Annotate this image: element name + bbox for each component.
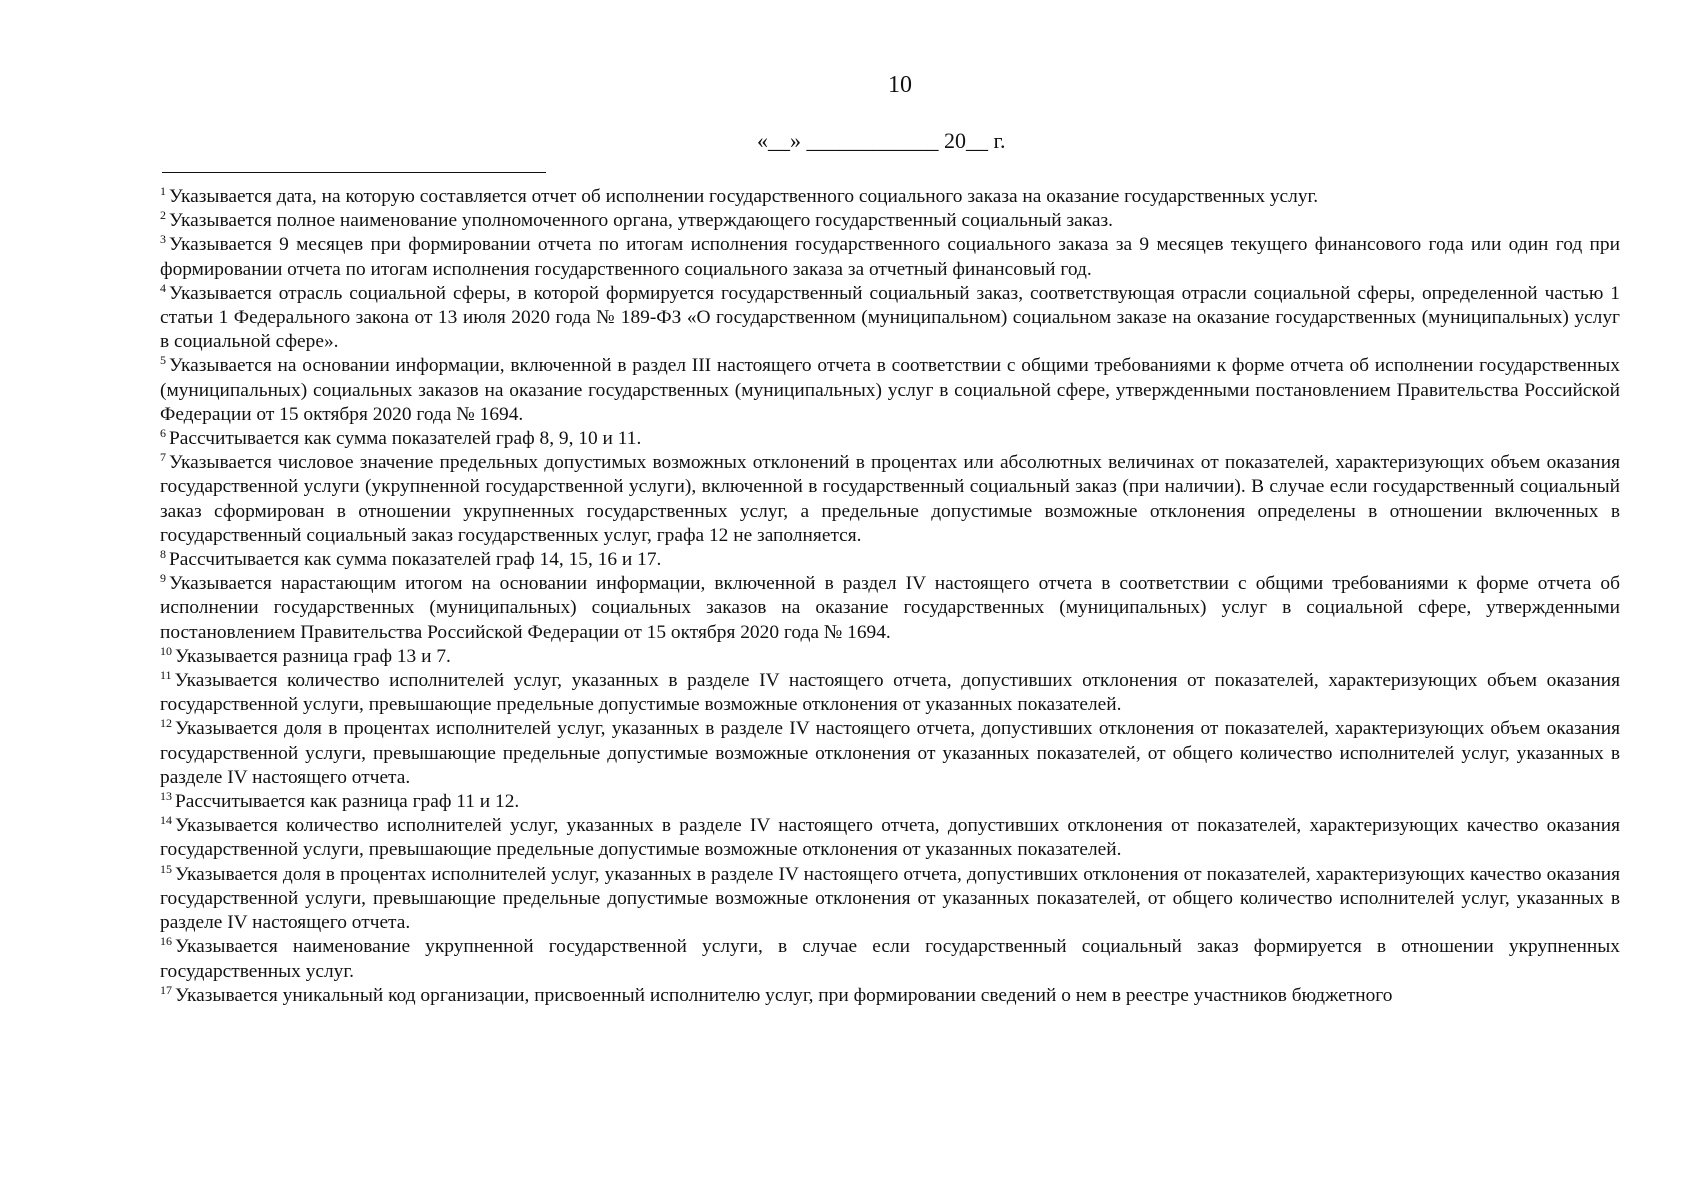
footnote-11 — [160, 669, 1620, 717]
footnote-text: Указывается дата, на которую составляется отчет об исполнении государственного социального заказа на оказание государственных услуг. — [169, 186, 1319, 207]
footnote-marker: 8 — [160, 547, 166, 562]
footnote-text: Указывается 9 месяцев при формировании отчета по итогам исполнения государственного социального заказа за 9 месяцев текущего финансового года или один год при формировании отчета по итогам исполнения государственного социального заказа за отчетный финансовый год. — [160, 234, 1620, 280]
footnote-8 — [160, 548, 1620, 572]
footnote-15 — [160, 863, 1620, 936]
footnote-text: Указывается наименование укрупненной государственной услуги, в случае если государственный социальный заказ формируется в отношении укрупненных государственных услуг. — [160, 936, 1620, 982]
footnote-text: Указывается разница граф 13 и 7. — [175, 645, 451, 667]
footnote-marker: 9 — [160, 571, 166, 586]
footnote-marker: 11 — [160, 668, 172, 683]
footnote-text: Указывается на основании информации, включенной в раздел III настоящего отчета в соответствии с общими требованиями к форме отчета об исполнении государственных (муниципальных) социальных заказов на оказание государственных (муниципальных) услуг в социальной сфере, утвержденными постановлением Правительства Российской Федерации от 15 октября 2020 года № 1694. — [160, 355, 1620, 425]
date-line: «__» ____________ 20__ г. — [757, 128, 1006, 153]
footnote-6 — [160, 427, 1620, 451]
footnote-text: Указывается уникальный код организации, присвоенный исполнителю услуг, при формировании сведений о нем в реестре участников бюджетного — [175, 984, 1393, 1006]
footnote-text: Указывается доля в процентах исполнителей услуг, указанных в разделе IV настоящего отчета, допустивших отклонения от показателей, характеризующих объем оказания государственной услуги, превышающие предельные допустимые возможные отклонения от указанных показателей, от общего количество исполнителей услуг, указанных в разделе IV настоящего отчета. — [160, 718, 1620, 788]
footnote-4 — [160, 282, 1620, 355]
footnote-text: Рассчитывается как сумма показателей граф 8, 9, 10 и 11. — [169, 428, 642, 450]
footnote-16 — [160, 935, 1620, 983]
footnote-text: Указывается полное наименование уполномоченного органа, утверждающего государственный социальный заказ. — [169, 210, 1114, 232]
footnote-3 — [160, 233, 1620, 281]
footnote-17 — [160, 984, 1620, 1008]
footnotes-list — [160, 185, 1620, 1008]
footnote-marker: 14 — [160, 813, 172, 828]
footnote-marker: 5 — [160, 353, 166, 368]
footnote-marker: 1 — [160, 184, 166, 198]
footnote-12 — [160, 717, 1620, 790]
footnote-marker: 16 — [160, 934, 172, 949]
footnote-marker: 15 — [160, 861, 172, 876]
footnote-text: Указывается количество исполнителей услуг, указанных в разделе IV настоящего отчета, допустивших отклонения от показателей, характеризующих качество оказания государственной услуги, превышающие предельные допустимые возможные отклонения от указанных показателей. — [160, 815, 1620, 861]
footnote-text: Указывается нарастающим итогом на основании информации, включенной в раздел IV настоящего отчета в соответствии с общими требованиями к форме отчета об исполнении государственных (муниципальных) социальных заказов на оказание государственных (муниципальных) услуг в социальной сфере, утвержденными постановлением Правительства Российской Федерации от 15 октября 2020 года № 1694. — [160, 573, 1620, 643]
footnote-marker: 13 — [160, 789, 172, 804]
footnote-text: Указывается количество исполнителей услуг, указанных в разделе IV настоящего отчета, допустивших отклонения от показателей, характеризующих объем оказания государственной услуги, превышающие предельные допустимые возможные отклонения от указанных показателей. — [160, 670, 1620, 716]
footnote-marker: 4 — [160, 280, 166, 295]
footnote-text: Указывается числовое значение предельных допустимых возможных отклонений в процентах или абсолютных величинах от показателей, характеризующих объем оказания государственной услуги (укрупненной государственной услуги), включенной в государственный социальный заказ (при наличии). В случае если государственный социальный заказ сформирован в отношении укрупненных государственных услуг, а предельные допустимые возможные отклонения определены в отношении включенных в государственный социальный заказ государственных услуг, графа 12 не заполняется. — [160, 452, 1620, 546]
footnote-5 — [160, 354, 1620, 427]
footnote-marker: 17 — [160, 982, 172, 997]
footnote-text: Рассчитывается как разница граф 11 и 12. — [175, 791, 520, 813]
footnote-marker: 7 — [160, 450, 166, 465]
footnote-marker: 2 — [160, 208, 166, 223]
footnote-1 — [160, 185, 1620, 209]
footnote-9 — [160, 572, 1620, 645]
footnote-marker: 12 — [160, 716, 172, 731]
footnote-text: Указывается отрасль социальной сферы, в которой формируется государственный социальный заказ, соответствующая отрасли социальной сферы, определенной частью 1 статьи 1 Федерального закона от 13 июля 2020 года № 189-ФЗ «О государственном (муниципальном) социальном заказе на оказание государственных (муниципальных) услуг в социальной сфере». — [160, 282, 1620, 353]
footnote-text: Указывается доля в процентах исполнителей услуг, указанных в разделе IV настоящего отчета, допустивших отклонения от показателей, характеризующих качество оказания государственной услуги, превышающие предельные допустимые возможные отклонения от указанных показателей, от общего количество исполнителей услуг, указанных в разделе IV настоящего отчета. — [160, 863, 1620, 934]
footnote-marker: 6 — [160, 426, 166, 441]
footnote-13 — [160, 790, 1620, 814]
footnote-marker: 3 — [160, 232, 166, 247]
footnote-2 — [160, 209, 1620, 233]
page-number: 10 — [888, 72, 912, 98]
footnote-separator — [162, 172, 546, 173]
footnote-10 — [160, 645, 1620, 669]
footnote-7 — [160, 451, 1620, 548]
footnote-text: Рассчитывается как сумма показателей граф 14, 15, 16 и 17. — [169, 549, 662, 571]
footnote-14 — [160, 814, 1620, 862]
footnote-marker: 10 — [160, 643, 172, 658]
